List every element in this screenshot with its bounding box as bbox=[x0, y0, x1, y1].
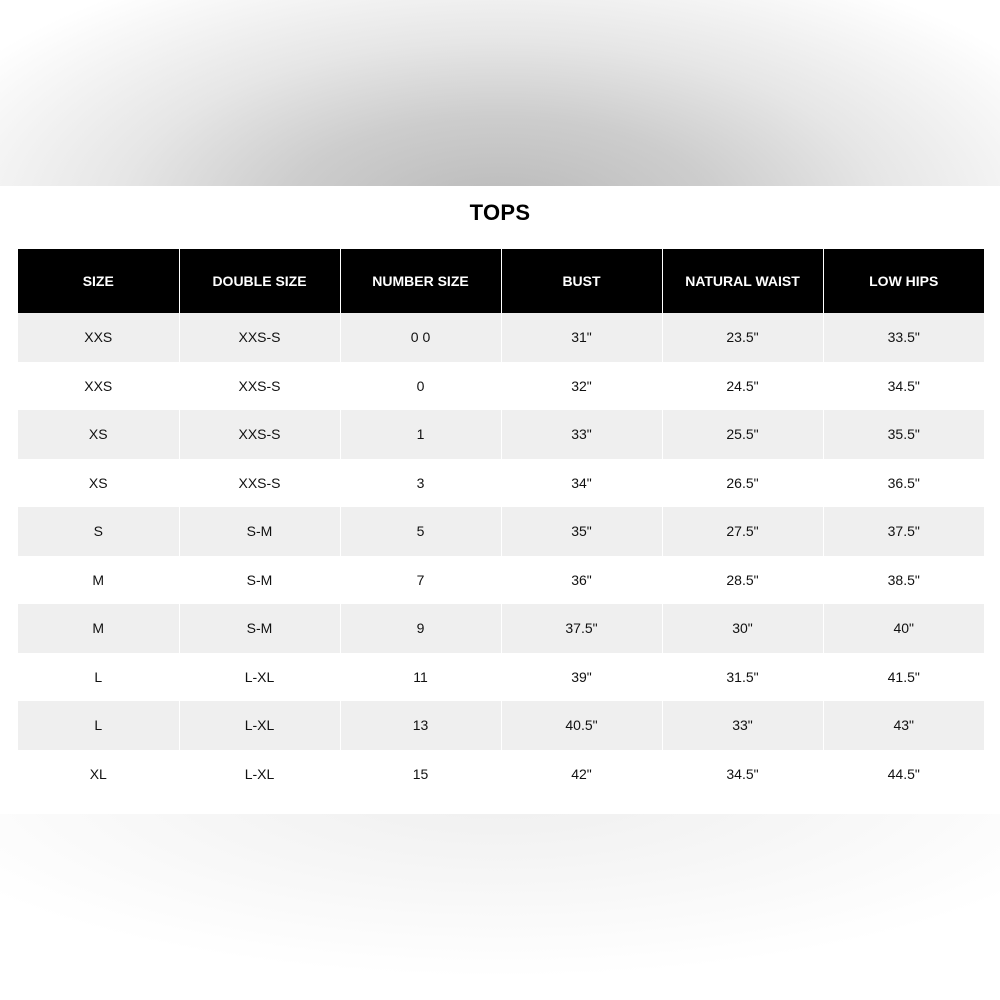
cell-double-size: L-XL bbox=[179, 750, 340, 799]
cell-number-size: 0 bbox=[340, 362, 501, 411]
cell-low-hips: 35.5" bbox=[823, 410, 984, 459]
cell-double-size: XXS-S bbox=[179, 313, 340, 362]
column-header-low-hips: LOW HIPS bbox=[823, 249, 984, 313]
cell-size: L bbox=[18, 653, 179, 702]
cell-natural-waist: 24.5" bbox=[662, 362, 823, 411]
cell-low-hips: 33.5" bbox=[823, 313, 984, 362]
cell-bust: 32" bbox=[501, 362, 662, 411]
cell-double-size: XXS-S bbox=[179, 362, 340, 411]
cell-size: XXS bbox=[18, 362, 179, 411]
column-header-number-size: NUMBER SIZE bbox=[340, 249, 501, 313]
cell-bust: 33" bbox=[501, 410, 662, 459]
cell-bust: 34" bbox=[501, 459, 662, 508]
cell-double-size: S-M bbox=[179, 556, 340, 605]
column-header-double-size: DOUBLE SIZE bbox=[179, 249, 340, 313]
cell-natural-waist: 23.5" bbox=[662, 313, 823, 362]
cell-natural-waist: 25.5" bbox=[662, 410, 823, 459]
cell-double-size: L-XL bbox=[179, 653, 340, 702]
cell-number-size: 3 bbox=[340, 459, 501, 508]
table-row bbox=[18, 604, 984, 653]
cell-number-size: 15 bbox=[340, 750, 501, 799]
cell-natural-waist: 26.5" bbox=[662, 459, 823, 508]
cell-bust: 42" bbox=[501, 750, 662, 799]
column-header-size: SIZE bbox=[18, 249, 179, 313]
cell-bust: 37.5" bbox=[501, 604, 662, 653]
table-row bbox=[18, 701, 984, 750]
cell-bust: 40.5" bbox=[501, 701, 662, 750]
cell-size: L bbox=[18, 701, 179, 750]
cell-bust: 31" bbox=[501, 313, 662, 362]
table-body bbox=[18, 313, 984, 798]
cell-number-size: 11 bbox=[340, 653, 501, 702]
cell-low-hips: 34.5" bbox=[823, 362, 984, 411]
cell-size: XS bbox=[18, 410, 179, 459]
cell-size: XS bbox=[18, 459, 179, 508]
cell-number-size: 13 bbox=[340, 701, 501, 750]
cell-size: XXS bbox=[18, 313, 179, 362]
cell-number-size: 0 0 bbox=[340, 313, 501, 362]
bottom-background-shade bbox=[0, 814, 1000, 1000]
cell-natural-waist: 30" bbox=[662, 604, 823, 653]
cell-low-hips: 36.5" bbox=[823, 459, 984, 508]
top-background-shade bbox=[0, 0, 1000, 186]
size-chart-table bbox=[18, 249, 984, 798]
cell-low-hips: 40" bbox=[823, 604, 984, 653]
table-row bbox=[18, 362, 984, 411]
table-row bbox=[18, 410, 984, 459]
cell-size: M bbox=[18, 556, 179, 605]
table-row bbox=[18, 653, 984, 702]
cell-number-size: 7 bbox=[340, 556, 501, 605]
table-row bbox=[18, 750, 984, 799]
cell-number-size: 5 bbox=[340, 507, 501, 556]
cell-natural-waist: 33" bbox=[662, 701, 823, 750]
table-header bbox=[18, 249, 984, 313]
cell-double-size: L-XL bbox=[179, 701, 340, 750]
cell-natural-waist: 31.5" bbox=[662, 653, 823, 702]
table-row bbox=[18, 507, 984, 556]
header-row bbox=[18, 249, 984, 313]
cell-low-hips: 43" bbox=[823, 701, 984, 750]
cell-natural-waist: 34.5" bbox=[662, 750, 823, 799]
page-title: TOPS bbox=[469, 200, 531, 225]
cell-size: S bbox=[18, 507, 179, 556]
cell-size: M bbox=[18, 604, 179, 653]
column-header-natural-waist: NATURAL WAIST bbox=[662, 249, 823, 313]
cell-size: XL bbox=[18, 750, 179, 799]
cell-double-size: S-M bbox=[179, 604, 340, 653]
cell-double-size: XXS-S bbox=[179, 410, 340, 459]
cell-low-hips: 38.5" bbox=[823, 556, 984, 605]
cell-double-size: S-M bbox=[179, 507, 340, 556]
cell-low-hips: 37.5" bbox=[823, 507, 984, 556]
table-row bbox=[18, 459, 984, 508]
cell-bust: 36" bbox=[501, 556, 662, 605]
table-row bbox=[18, 556, 984, 605]
cell-number-size: 1 bbox=[340, 410, 501, 459]
cell-number-size: 9 bbox=[340, 604, 501, 653]
cell-low-hips: 44.5" bbox=[823, 750, 984, 799]
cell-bust: 39" bbox=[501, 653, 662, 702]
table-row bbox=[18, 313, 984, 362]
cell-bust: 35" bbox=[501, 507, 662, 556]
column-header-bust: BUST bbox=[501, 249, 662, 313]
cell-low-hips: 41.5" bbox=[823, 653, 984, 702]
cell-natural-waist: 27.5" bbox=[662, 507, 823, 556]
cell-natural-waist: 28.5" bbox=[662, 556, 823, 605]
cell-double-size: XXS-S bbox=[179, 459, 340, 508]
